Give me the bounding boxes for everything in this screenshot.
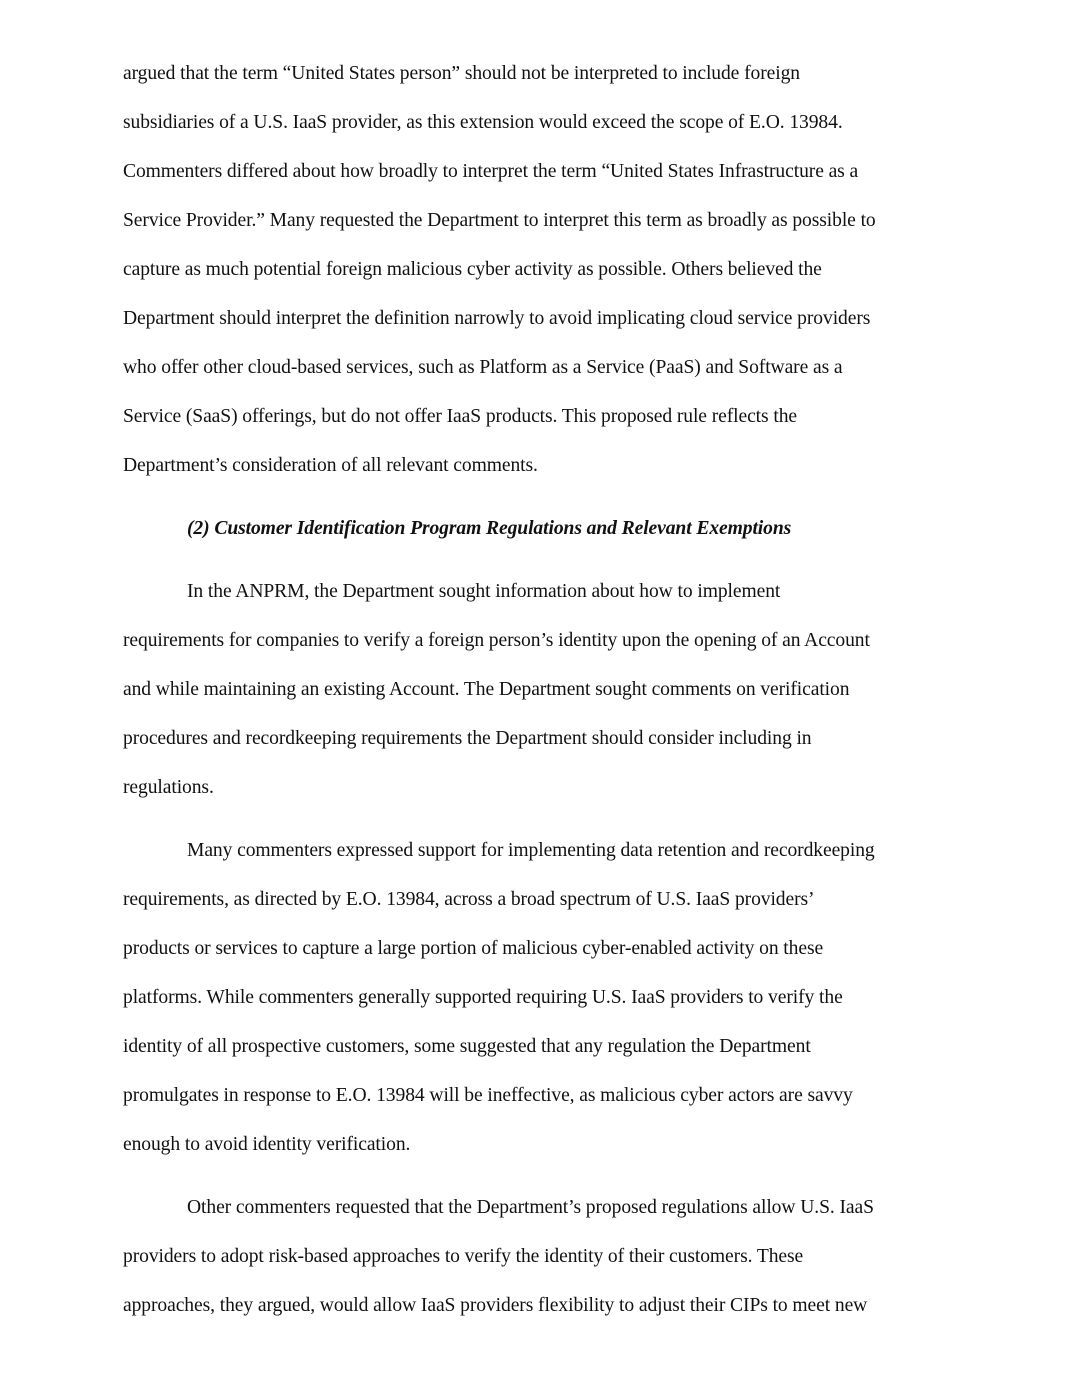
text-line: products or services to capture a large portion of malicious cyber-enabled activity on these <box>123 938 824 959</box>
text-line: and while maintaining an existing Account. The Department sought comments on verification <box>123 679 850 700</box>
text-line: In the ANPRM, the Department sought information about how to implement <box>187 581 781 602</box>
text-line: requirements for companies to verify a foreign person’s identity upon the opening of an Account <box>123 630 870 651</box>
text-line: Department should interpret the definition narrowly to avoid implicating cloud service providers <box>123 308 871 329</box>
text-line: argued that the term “United States person” should not be interpreted to include foreign <box>123 63 800 84</box>
text-line: who offer other cloud-based services, such as Platform as a Service (PaaS) and Software as a <box>123 357 843 378</box>
text-line: regulations. <box>123 777 214 798</box>
text-line: requirements, as directed by E.O. 13984, across a broad spectrum of U.S. IaaS providers’ <box>123 889 815 910</box>
text-line: subsidiaries of a U.S. IaaS provider, as this extension would exceed the scope of E.O. 13984. <box>123 112 843 133</box>
text-line: capture as much potential foreign malicious cyber activity as possible. Others believed the <box>123 259 822 280</box>
text-line: Department’s consideration of all relevant comments. <box>123 455 538 476</box>
text-line: identity of all prospective customers, some suggested that any regulation the Department <box>123 1036 811 1057</box>
text-line: providers to adopt risk-based approaches to verify the identity of their customers. These <box>123 1246 804 1267</box>
text-line: Service (SaaS) offerings, but do not offer IaaS products. This proposed rule reflects the <box>123 406 797 427</box>
section-heading: (2) Customer Identification Program Regulations and Relevant Exemptions <box>187 518 792 539</box>
text-line: platforms. While commenters generally supported requiring U.S. IaaS providers to verify the <box>123 987 843 1008</box>
text-line: enough to avoid identity verification. <box>123 1134 411 1155</box>
text-line: Other commenters requested that the Department’s proposed regulations allow U.S. IaaS <box>187 1197 874 1218</box>
text-line: procedures and recordkeeping requirements the Department should consider including in <box>123 728 812 749</box>
text-line: Service Provider.” Many requested the Department to interpret this term as broadly as possible to <box>123 210 876 231</box>
text-line: promulgates in response to E.O. 13984 will be ineffective, as malicious cyber actors are savvy <box>123 1085 853 1106</box>
text-line: approaches, they argued, would allow IaaS providers flexibility to adjust their CIPs to meet new <box>123 1295 868 1316</box>
text-line: Many commenters expressed support for implementing data retention and recordkeeping <box>187 840 875 861</box>
text-line: Commenters differed about how broadly to interpret the term “United States Infrastructure as a <box>123 161 859 182</box>
